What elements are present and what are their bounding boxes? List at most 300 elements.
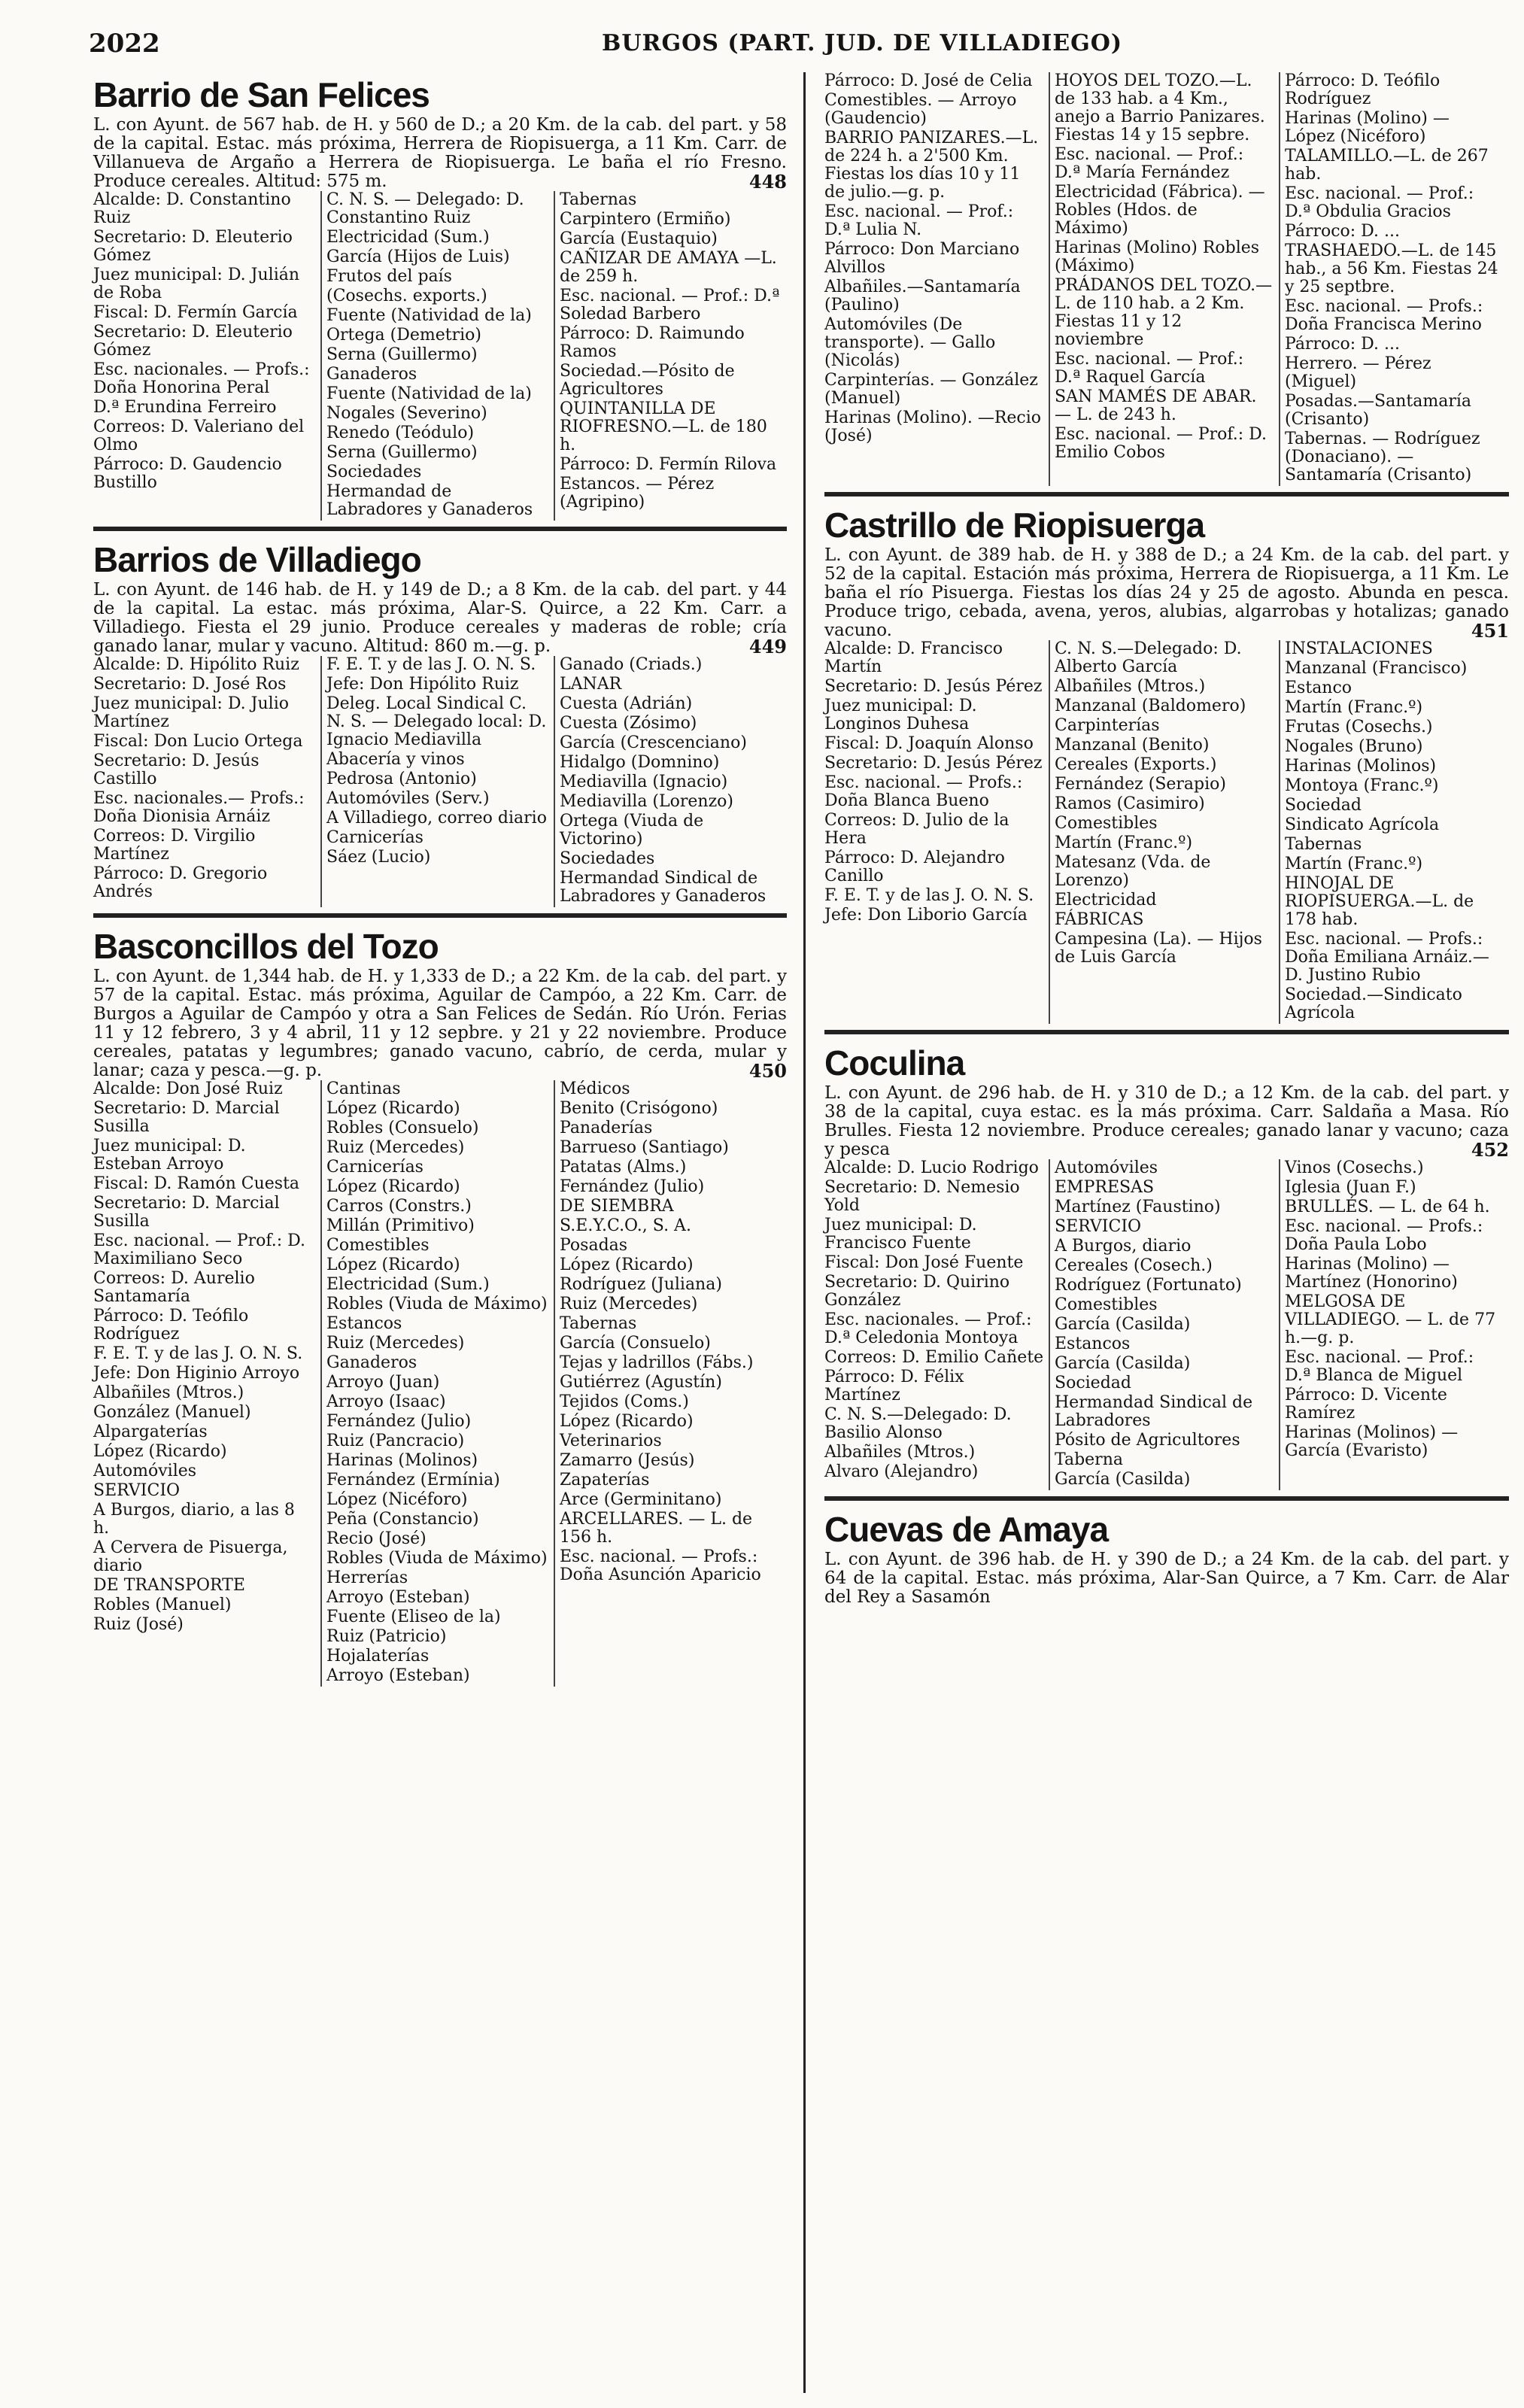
entry-intro [824, 1084, 1509, 1159]
entry-line: Pósito de Agricultores [1055, 1431, 1240, 1450]
entry-line: Comestibles [1055, 1295, 1158, 1314]
entry-line: Secretario: D. Eleuterio Gómez [93, 323, 293, 360]
entry-line: Secretario: D. José Ros [93, 675, 287, 694]
entry-intro-text: L. con Ayunt. de 567 hab. de H. y 560 de D.; a 20 Km. de la cab. del part. y 58 de la capital. Estac. más próxima, Herrera de Riopisuerga, a 11 Km. Carr. de Villanueva de Argaño a Herrera de Riopisuerga. Le baña el río Fresno. Produce cereales. Altitud: 575 m. [93, 115, 787, 191]
entry-subcolumn [93, 1080, 320, 1687]
entry-line: Martín (Franc.º) [1285, 698, 1423, 717]
directory-entry [824, 507, 1509, 1034]
entry-intro [93, 116, 787, 191]
entry-line: Tejidos (Coms.) [560, 1392, 689, 1411]
entry-line: González (Manuel) [93, 1403, 251, 1422]
entry-line: A Villadiego, correo diario [326, 809, 547, 827]
entry-line: Párroco: D. ... [1285, 335, 1401, 354]
entry-line: Secretario: D. Nemesio Yold [824, 1178, 1020, 1215]
entry-line: Arroyo (Esteban) [326, 1666, 470, 1685]
entry-line: López (Ricardo) [326, 1256, 460, 1274]
entry-line: Párroco: D. Teófilo Rodríguez [93, 1307, 249, 1344]
entry-line: Arroyo (Esteban) [326, 1588, 470, 1607]
entry-subcolumn [554, 191, 787, 521]
entry-line: Juez municipal: D. Francisco Fuente [824, 1216, 977, 1253]
entry-line: Fiscal: D. Ramón Cuesta [93, 1174, 300, 1193]
entry-line: Rodríguez (Fortunato) [1055, 1276, 1242, 1295]
entry-line: Carnicerías [326, 1158, 424, 1177]
entry-subcolumn [554, 1080, 787, 1687]
entry-line: EMPRESAS [1055, 1178, 1155, 1197]
entry-line: Párroco: D. Teófilo Rodríguez [1285, 71, 1441, 108]
entry-line: Panaderías [560, 1119, 653, 1137]
entry-intro-text: L. con Ayunt. de 1,344 hab. de H. y 1,333 de D.; a 22 Km. de la cab. del part. y 57 de la capital. Estac. más próxima, Aguilar de Campóo, a 22 Km. Carr. de Burgos a Aguilar de Campóo y otra a San Felices de Sedán. Río Urón. Ferias 11 y 12 febrero, 3 y 4 abril, 11 y 12 sepbre. y 21 y 22 noviembre. Produce cereales, patatas y legumbres; ganado vacuno, cabrío, de cerda, mular y lanar; caza y pesca.—g. p. [93, 967, 787, 1080]
entry-subcolumn [1049, 640, 1279, 1024]
entry-line: Recio (José) [326, 1529, 427, 1548]
entry-line: Esc. nacional. — Profs.: Doña Asunción Aparicio [560, 1547, 761, 1584]
entry-intro [824, 1550, 1509, 1607]
entry-subcolumns [93, 656, 787, 907]
entry-line: Párroco: D. Vicente Ramírez [1285, 1386, 1447, 1423]
entry-line: Veterinarios [560, 1432, 662, 1450]
directory-entry [93, 928, 787, 1687]
entry-line: Cuesta (Zósimo) [560, 714, 697, 733]
entry-line: Fiscal: Don José Fuente [824, 1253, 1024, 1272]
entry-line: Harinas (Molinos) —García (Evaristo) [1285, 1423, 1459, 1460]
entry-line: TALAMILLO.—L. de 267 hab. [1285, 147, 1489, 184]
entry-title: Basconcillos del Tozo [93, 927, 439, 966]
entry-number: 449 [748, 636, 787, 657]
entry-line: Sociedades [560, 849, 655, 868]
entry-line: Párroco: Don Marciano Alvillos [824, 240, 1020, 277]
entry-line: Esc. nacional. — Prof.: D.ª Blanca de Miguel [1285, 1348, 1474, 1385]
entry-line: Fernández (Julio) [326, 1412, 472, 1431]
entry-separator [824, 1496, 1509, 1501]
entry-line: Albañiles.—Santamaría (Paulino) [824, 278, 1021, 314]
entry-line: Iglesia (Juan F.) [1285, 1178, 1416, 1197]
entry-line: García (Crescenciano) [560, 733, 747, 752]
entry-line: Sociedad.—Sindicato Agrícola [1285, 985, 1462, 1022]
entry-line: García (Casilda) [1055, 1470, 1191, 1489]
entry-line: Secretario: D. Jesús Pérez [824, 754, 1043, 773]
entry-line: Alcalde: D. Hipólito Ruiz [93, 655, 299, 674]
entry-line: Ruiz (Mercedes) [326, 1334, 465, 1353]
column-divider [803, 72, 806, 2393]
entry-line: Estanco [1285, 679, 1352, 697]
entry-line: Tabernas. — Rodríguez (Donaciano). — Santamaría (Crisanto) [1285, 430, 1480, 484]
entry-line: Juez municipal: D. Longinos Duhesa [824, 697, 977, 733]
entry-subcolumn [824, 1159, 1049, 1490]
entry-line: Mediavilla (Lorenzo) [560, 792, 733, 811]
entry-line: (Cosechs. exports.) [326, 287, 487, 305]
entry-line: Alcalde: D. Constantino Ruiz [93, 190, 291, 227]
entry-line: Robles (Consuelo) [326, 1119, 479, 1137]
entry-intro [824, 546, 1509, 640]
entry-line: Arroyo (Juan) [326, 1373, 440, 1392]
entry-line: López (Ricardo) [560, 1412, 694, 1431]
entry-line: Peña (Constancio) [326, 1510, 479, 1529]
entry-line: Estancos [326, 1314, 402, 1333]
entry-line: Carpinterías [1055, 716, 1160, 735]
entry-line: Ortega (Demetrio) [326, 326, 481, 345]
entry-line: Benito (Crisógono) [560, 1099, 718, 1118]
entry-separator [93, 913, 787, 918]
entry-line: Millán (Primitivo) [326, 1216, 475, 1235]
entry-line: Alvaro (Alejandro) [824, 1462, 979, 1481]
entry-line: Frutas (Cosechs.) [1285, 718, 1433, 736]
entry-line: Secretario: D. Quirino González [824, 1273, 1010, 1310]
entry-intro-text: L. con Ayunt. de 396 hab. de H. y 390 de D.; a 24 Km. de la cab. del part. y 64 de la capital. Estac. más próxima, Alar-San Quirce, a 7 Km. Carr. de Alar del Rey a Sasamón [824, 1550, 1509, 1607]
entry-line: Secretario: D. Eleuterio Gómez [93, 228, 293, 265]
entry-line: Fuente (Natividad de la) [326, 384, 532, 403]
directory-entry [824, 1511, 1509, 1607]
entry-subcolumn [93, 191, 320, 521]
entry-line: Barrueso (Santiago) [560, 1138, 729, 1157]
entry-subcolumns [824, 72, 1509, 486]
entry-title: Coculina [824, 1043, 965, 1083]
entry-line: SERVICIO [1055, 1217, 1142, 1236]
entry-line: Ruiz (Mercedes) [326, 1138, 465, 1157]
entry-line: Martín (Franc.º) [1055, 834, 1193, 852]
entry-line: Alcalde: D. Francisco Martín [824, 639, 1003, 676]
entry-number: 451 [1471, 620, 1509, 642]
entry-separator [824, 492, 1509, 496]
entry-line: Secretario: D. Marcial Susilla [93, 1194, 280, 1231]
entry-line: Juez municipal: D. Esteban Arroyo [93, 1137, 246, 1174]
entry-subcolumn [1049, 72, 1279, 486]
entry-line: Serna (Guillermo) [326, 345, 478, 364]
entry-line: Esc. nacional. — Profs.: Doña Blanca Bueno [824, 773, 1023, 810]
entry-line: PRÁDANOS DEL TOZO.—L. de 110 hab. a 2 Km. Fiestas 11 y 12 noviembre [1055, 276, 1273, 349]
entry-line: Correos: D. Julio de la Hera [824, 811, 1009, 848]
entry-line: Herrerías [326, 1568, 408, 1587]
entry-line: Hermandad de Labradores y Ganaderos [326, 482, 533, 519]
entry-line: Nogales (Severino) [326, 404, 487, 423]
entry-title: Castrillo de Riopisuerga [824, 506, 1205, 545]
entry-title: Barrio de San Felices [93, 75, 430, 114]
entry-line: García (Hijos de Luis) [326, 247, 510, 266]
entry-line: A Burgos, diario [1055, 1237, 1192, 1256]
entry-line: Electricidad [1055, 891, 1157, 909]
entry-line: Abacería y vinos [326, 750, 465, 769]
entry-line: Esc. nacional. — Prof.: D. Maximiliano Seco [93, 1231, 306, 1268]
entry-line: Albañiles (Mtros.) [824, 1443, 976, 1462]
entry-line: C. N. S.—Delegado: D. Alberto García [1055, 639, 1242, 676]
directory-entry [93, 77, 787, 531]
entry-line: Alcalde: Don José Ruiz [93, 1080, 283, 1098]
entry-line: Manzanal (Francisco) [1285, 659, 1468, 678]
entry-line: Arce (Germinitano) [560, 1490, 722, 1509]
entry-line: Párroco: D. José de Celia [824, 71, 1033, 90]
entry-line: Renedo (Teódulo) [326, 424, 475, 442]
entry-intro-text: L. con Ayunt. de 146 hab. de H. y 149 de D.; a 8 Km. de la cab. del part. y 44 de la capital. La estac. más próxima, Alar-S. Quirce, a 22 Km. Carr. a Villadiego. Fiesta el 29 junio. Produce cereales y maderas de roble; cría ganado lanar, mular y vacuno. Altitud: 860 m.—g. p. [93, 580, 787, 656]
entry-line: López (Ricardo) [93, 1442, 227, 1461]
entry-line: Ruiz (Pancracio) [326, 1432, 465, 1450]
entry-line: Fiscal: D. Fermín García [93, 303, 298, 322]
entry-line: García (Consuelo) [560, 1334, 711, 1353]
entry-line: Robles (Viuda de Máximo) [326, 1295, 548, 1313]
entry-line: D.ª Erundina Ferreiro [93, 398, 277, 417]
entry-line: Carnicerías [326, 828, 424, 847]
entry-line: Jefe: Don Liborio García [824, 906, 1028, 925]
entry-subcolumn [1279, 1159, 1509, 1490]
entry-line: Comestibles [1055, 814, 1158, 833]
entry-line: Fernández (Serapio) [1055, 775, 1226, 794]
entry-line: Párroco: D. Raimundo Ramos [560, 324, 745, 361]
entry-line: Comestibles [326, 1236, 430, 1255]
entry-line: Esc. nacional. — Prof.: D. Emilio Cobos [1055, 425, 1267, 462]
entry-line: Fernández (Julio) [560, 1177, 705, 1196]
entry-line: Sindicato Agrícola [1285, 815, 1440, 834]
entry-line: Párroco: D. Alejandro Canillo [824, 849, 1005, 885]
entry-line: Esc. nacional. — Prof.: D.ª Obdulia Gracios [1285, 184, 1474, 221]
entry-line: INSTALACIONES [1285, 639, 1433, 658]
entry-line: García (Casilda) [1055, 1354, 1191, 1373]
entry-line: Pedrosa (Antonio) [326, 770, 477, 788]
entry-line: Patatas (Alms.) [560, 1158, 687, 1177]
entry-line: Hermandad Sindical de Labradores [1055, 1393, 1253, 1430]
entry-line: Estancos [1055, 1335, 1131, 1353]
entry-line: Párroco: D. Fermín Rilova [560, 455, 777, 474]
entry-line: Harinas (Molinos) [326, 1451, 478, 1470]
entry-line: Sociedades [326, 463, 422, 481]
entry-line: López (Ricardo) [560, 1256, 694, 1274]
entry-line: Martínez (Faustino) [1055, 1198, 1221, 1216]
entry-line: Esc. nacionales. — Profs.: Doña Honorina Peral [93, 360, 310, 397]
entry-subcolumn [320, 1080, 554, 1687]
entry-line: Ganado (Criads.) [560, 655, 703, 674]
entry-title: Cuevas de Amaya [824, 1510, 1109, 1549]
entry-line: Secretario: D. Jesús Pérez [824, 677, 1043, 696]
entry-line: Correos: D. Virgilio Martínez [93, 827, 256, 864]
entry-line: Secretario: D. Jesús Castillo [93, 752, 260, 788]
entry-line: MELGOSA DE VILLADIEGO. — L. de 77 h.—g. p. [1285, 1292, 1496, 1347]
entry-line: Esc. nacional. — Prof.: D.ª María Fernández [1055, 145, 1244, 182]
directory-entry [824, 72, 1509, 496]
entry-line: Harinas (Molinos) [1285, 757, 1437, 776]
entry-line: Esc. nacionales. — Prof.: D.ª Celedonia Montoya [824, 1310, 1032, 1347]
entry-line: Alpargaterías [93, 1423, 208, 1441]
entry-line: Comestibles. — Arroyo (Gaudencio) [824, 91, 1017, 128]
entry-line: Zamarro (Jesús) [560, 1451, 695, 1470]
entry-subcolumn [1279, 72, 1509, 486]
entry-line: Albañiles (Mtros.) [93, 1383, 244, 1402]
entry-line: Tejas y ladrillos (Fábs.) [560, 1353, 754, 1372]
entry-intro-text: L. con Ayunt. de 296 hab. de H. y 310 de D.; a 12 Km. de la cab. del part. y 38 de la capital, cuya estac. es la más próxima. Carr. Saldaña a Masa. Río Brulles. Fiesta 12 noviembre. Produce cereales; ganado lanar y vacuno; caza y pesca [824, 1083, 1509, 1159]
entry-line: Electricidad (Fábrica). — Robles (Hdos. de Máximo) [1055, 183, 1265, 238]
entry-line: Tabernas [560, 1314, 637, 1333]
entry-line: Sociedad [1055, 1374, 1131, 1392]
entry-subcolumns [824, 640, 1509, 1024]
right-column [824, 72, 1509, 1617]
page-number: 2022 [89, 29, 160, 59]
entry-line: Zapaterías [560, 1471, 650, 1489]
entry-line: Párroco: D. Gregorio Andrés [93, 864, 268, 901]
entry-line: Frutos del país [326, 267, 452, 286]
entry-line: Cuesta (Adrián) [560, 694, 693, 713]
entry-line: Taberna [1055, 1450, 1123, 1469]
entry-subcolumn [93, 656, 320, 907]
entry-subcolumn [824, 72, 1049, 486]
entry-line: QUINTANILLA DE RIOFRESNO.—L. de 180 h. [560, 399, 767, 454]
entry-line: DE TRANSPORTE [93, 1576, 245, 1595]
entry-line: Vinos (Cosechs.) [1285, 1158, 1424, 1177]
entry-subcolumn [320, 656, 554, 907]
entry-line: Posadas.—Santamaría (Crisanto) [1285, 392, 1472, 429]
entry-line: Arroyo (Isaac) [326, 1392, 446, 1411]
entry-line: FÁBRICAS [1055, 910, 1144, 929]
entry-line: Carpintero (Ermiño) [560, 210, 731, 229]
entry-line: Nogales (Bruno) [1285, 737, 1423, 756]
entry-line: HOYOS DEL TOZO.—L. de 133 hab. a 4 Km., anejo a Barrio Panizares. Fiestas 14 y 15 sepbre. [1055, 71, 1265, 144]
entry-line: Esc. nacional. — Prof.: D.ª Lulia N. [824, 202, 1014, 239]
entry-subcolumns [93, 1080, 787, 1687]
entry-line: Ruiz (Patricio) [326, 1627, 447, 1646]
entry-line: Manzanal (Benito) [1055, 736, 1210, 755]
entry-line: Montoya (Franc.º) [1285, 776, 1439, 795]
entry-line: Automóviles (Serv.) [326, 789, 490, 808]
entry-line: Campesina (La). — Hijos de Luis García [1055, 930, 1262, 967]
entry-line: Esc. nacionales.— Profs.: Doña Dionisia Arnáiz [93, 789, 305, 826]
entry-line: Carros (Constrs.) [326, 1197, 472, 1216]
entry-subcolumns [93, 191, 787, 521]
entry-line: Párroco: D. Gaudencio Bustillo [93, 455, 282, 492]
entry-line: Albañiles (Mtros.) [1055, 677, 1206, 696]
entry-intro [93, 581, 787, 656]
entry-line: Fiscal: Don Lucio Ortega [93, 732, 303, 751]
entry-line: Fiscal: D. Joaquín Alonso [824, 734, 1034, 753]
entry-line: Martín (Franc.º) [1285, 855, 1423, 873]
entry-line: Ruiz (José) [93, 1615, 184, 1634]
entry-line: Correos: D. Valeriano del Olmo [93, 418, 305, 454]
entry-line: Harinas (Molino) — López (Nicéforo) [1285, 109, 1450, 146]
entry-line: Secretario: D. Marcial Susilla [93, 1099, 280, 1136]
entry-line: Serna (Guillermo) [326, 443, 478, 462]
entry-line: López (Nicéforo) [326, 1490, 468, 1509]
entry-line: García (Casilda) [1055, 1315, 1191, 1334]
entry-subcolumn [1049, 1159, 1279, 1490]
entry-separator [93, 527, 787, 531]
entry-subcolumn [554, 656, 787, 907]
entry-line: Alcalde: D. Lucio Rodrigo [824, 1158, 1039, 1177]
entry-number: 450 [748, 1060, 787, 1082]
entry-intro-text: L. con Ayunt. de 389 hab. de H. y 388 de D.; a 24 Km. de la cab. del part. y 52 de la capital. Estación más próxima, Herrera de Riopisuerga, a 11 Km. Le baña el río Pisuerga. Fiestas los días 24 y 25 de agosto. Abunda en pesca. Produce trigo, cebada, avena, yeros, alubias, algarrobas y hotalizas; ganado vacuno. [824, 545, 1509, 640]
entry-line: Jefe: Don Hipólito Ruiz [326, 675, 519, 694]
entry-line: Juez municipal: D. Julio Martínez [93, 694, 289, 731]
entry-line: Párroco: D. ... [1285, 222, 1401, 241]
directory-entry [93, 542, 787, 918]
running-head: BURGOS (PART. JUD. DE VILLADIEGO) [602, 30, 1123, 56]
entry-line: F. E. T. y de las J. O. N. S. [326, 655, 536, 674]
entry-line: Manzanal (Baldomero) [1055, 697, 1246, 715]
entry-line: Tabernas [1285, 835, 1362, 854]
entry-line: Ramos (Casimiro) [1055, 794, 1205, 813]
entry-line: Carpinterías. — González (Manuel) [824, 371, 1038, 408]
entry-line: Electricidad (Sum.) [326, 228, 490, 247]
entry-line: Hojalaterías [326, 1647, 430, 1666]
entry-line: Ruiz (Mercedes) [560, 1295, 698, 1313]
entry-line: Esc. nacional. — Prof.: D.ª Soledad Barbero [560, 287, 780, 323]
entry-line: Sociedad.—Pósito de Agricultores [560, 362, 735, 399]
entry-line: Posadas [560, 1236, 628, 1255]
entry-line: Automóviles [93, 1462, 197, 1480]
entry-line: Ganaderos [326, 365, 417, 384]
entry-line: SAN MAMÉS DE ABAR. — L. de 243 h. [1055, 387, 1257, 424]
entry-line: Tabernas [560, 190, 637, 209]
entry-intro [93, 967, 787, 1080]
entry-line: CAÑIZAR DE AMAYA —L. de 259 h. [560, 249, 777, 286]
entry-subcolumns [824, 1159, 1509, 1490]
entry-line: Electricidad (Sum.) [326, 1275, 490, 1294]
entry-line: A Burgos, diario, a las 8 h. [93, 1501, 295, 1538]
entry-line: Herrero. — Pérez (Miguel) [1285, 354, 1431, 391]
entry-line: Fuente (Natividad de la) [326, 306, 532, 325]
entry-line: López (Ricardo) [326, 1177, 460, 1196]
entry-separator [824, 1030, 1509, 1034]
entry-line: Automóviles (De transporte). — Gallo (Nicolás) [824, 315, 996, 370]
entry-line: Cereales (Cosech.) [1055, 1256, 1213, 1275]
entry-line: Correos: D. Aurelio Santamaría [93, 1269, 255, 1306]
entry-line: A Cervera de Pisuerga, diario [93, 1538, 288, 1575]
entry-line: Jefe: Don Higinio Arroyo [93, 1364, 300, 1383]
entry-line: Robles (Viuda de Máximo) [326, 1549, 548, 1568]
entry-line: Sáez (Lucio) [326, 848, 431, 867]
entry-line: Robles (Manuel) [93, 1596, 232, 1614]
entry-line: Gutiérrez (Agustín) [560, 1373, 722, 1392]
entry-line: Fernández (Ermínia) [326, 1471, 500, 1489]
entry-line: Esc. nacional. — Prof.: D.ª Raquel García [1055, 350, 1244, 387]
entry-line: García (Eustaquio) [560, 229, 718, 248]
entry-line: C. N. S.—Delegado: D. Basilio Alonso [824, 1405, 1012, 1442]
entry-line: López (Ricardo) [326, 1099, 460, 1118]
entry-line: HINOJAL DE RIOPISUERGA.—L. de 178 hab. [1285, 874, 1474, 929]
entry-line: Harinas (Molino) —Martínez (Honorino) [1285, 1255, 1458, 1292]
entry-line: Correos: D. Emilio Cañete [824, 1348, 1044, 1367]
entry-line: Matesanz (Vda. de Lorenzo) [1055, 853, 1211, 890]
entry-line: Cantinas [326, 1080, 401, 1098]
entry-line: Fuente (Eliseo de la) [326, 1608, 501, 1626]
directory-entry [824, 1045, 1509, 1501]
entry-line: Esc. nacional. — Profs.: Doña Emiliana Arnáiz.—D. Justino Rubio [1285, 930, 1489, 985]
entry-line: DE SIEMBRA [560, 1197, 674, 1216]
entry-line: Esc. nacional. — Profs.: Doña Paula Lobo [1285, 1217, 1483, 1254]
entry-line: Automóviles [1055, 1158, 1158, 1177]
entry-title: Barrios de Villadiego [93, 540, 421, 579]
entry-line: Ganaderos [326, 1353, 417, 1372]
entry-number: 452 [1471, 1139, 1509, 1161]
entry-line: F. E. T. y de las J. O. N. S. [93, 1344, 303, 1363]
entry-line: Médicos [560, 1080, 630, 1098]
entry-line: Rodríguez (Juliana) [560, 1275, 722, 1294]
entry-line: TRASHAEDO.—L. de 145 hab., a 56 Km. Fiestas 24 y 25 septbre. [1285, 241, 1498, 296]
entry-line: Párroco: D. Félix Martínez [824, 1368, 964, 1404]
entry-line: Cereales (Exports.) [1055, 755, 1217, 774]
left-column [93, 72, 787, 1697]
entry-line: Ortega (Viuda de Victorino) [560, 812, 704, 849]
entry-line: Deleg. Local Sindical C. N. S. — Delegado local: D. Ignacio Mediavilla [326, 694, 547, 749]
entry-line: Hermandad Sindical de Labradores y Ganaderos [560, 869, 767, 906]
entry-line: S.E.Y.C.O., S. A. [560, 1216, 691, 1235]
entry-line: ARCELLARES. — L. de 156 h. [560, 1510, 753, 1547]
entry-line: Juez municipal: D. Julián de Roba [93, 266, 300, 302]
entry-line: Hidalgo (Domnino) [560, 753, 720, 772]
entry-line: Sociedad [1285, 796, 1362, 815]
entry-line: F. E. T. y de las J. O. N. S. [824, 886, 1034, 905]
entry-subcolumn [320, 191, 554, 521]
entry-line: Estancos. — Pérez (Agripino) [560, 475, 715, 512]
entry-line: C. N. S. — Delegado: D. Constantino Ruiz [326, 190, 524, 227]
entry-subcolumn [824, 640, 1049, 1024]
entry-number: 448 [748, 171, 787, 193]
entry-line: Harinas (Molino) Robles (Máximo) [1055, 238, 1260, 275]
entry-line: Harinas (Molino). —Recio (José) [824, 408, 1042, 445]
page-header [0, 20, 1524, 65]
entry-line: BRULLÉS. — L. de 64 h. [1285, 1198, 1490, 1216]
